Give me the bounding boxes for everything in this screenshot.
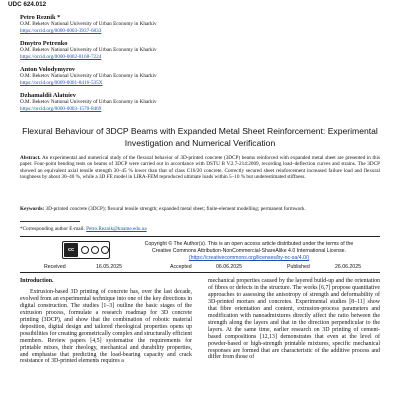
body-paragraph: Extrusion-based 3D printing of concrete has, over the last decade, evolved from an experimental technique into one of the key directions in digital construction. The studies [1–3] outline the basic stages of the extrusion process, formulate a research roadmap for 3D concrete printing (3DCP), and show that the combination of robotic material deposition, digital design and tailored rheological properties opens up possibilities for creating geometrically complex and structurally efficient members. Review papers [4,5] systematise the requirements for printable mixes, their rheology, mechanical and durability properties, and emphasise that predicting the load-bearing capacity and crack resistance of 3D-printed elements requires a	[20, 288, 192, 365]
keywords-label: Keywords:	[20, 206, 45, 212]
author-orcid-link[interactable]: https://orcid.org/0000-0003-3937-6833	[20, 28, 102, 35]
keywords-text: 3D-printed concrete (3DCP); flexural tensile strength; expanded metal sheet; finite-element modelling; permanent formwork.	[45, 206, 306, 212]
footnote-divider	[20, 221, 80, 222]
nc-icon	[91, 246, 99, 254]
published-date: 26.06.2025	[335, 264, 361, 270]
corresponding-author	[20, 226, 147, 232]
author-name: Dmytro Petrenko	[20, 40, 68, 47]
author-block	[20, 40, 320, 62]
author-list	[20, 14, 320, 118]
published-label: Published	[287, 264, 310, 270]
author-name: Dzhamaldii Alatuiev	[20, 92, 76, 99]
author-affiliation: O.M. Beketov National University of Urban Economy in Kharkiv	[20, 73, 157, 80]
corresponding-email-link[interactable]: Petro.Reznik@kname.edu.ua	[86, 226, 147, 232]
license-line-1: Copyright © The Author(s). This is an open access article distributed under the terms of the	[144, 241, 354, 247]
accepted-date: 06.06.2025	[216, 264, 242, 270]
author-block	[20, 92, 320, 114]
received-label: Received	[44, 264, 66, 270]
cc-license-badge	[62, 241, 110, 259]
author-orcid-link[interactable]: https://orcid.org/0000-0003-1570-8469	[20, 106, 102, 113]
author-name: Anton Volodymyrov	[20, 66, 76, 73]
abstract-label: Abstract.	[20, 155, 41, 161]
author-block	[20, 66, 320, 88]
received-date: 16.05.2025	[96, 264, 122, 270]
abstract-text: An experimental and numerical study of the flexural behavior of 3D-printed concrete (3DCP) beams reinforced with expanded metal sheet are presented in this paper. Four-point bending tests on beams of 3DCP were carried out in accordance with DSTU B V.2.7-214:2009, recording load–deflection curves and strains. The 3DCP showed an equivalent axial tensile strength 30–45 % lower than that of class C16/20 concrete. Correctly secured sheet reinforcement increased failure load and flexural toughness by about 30–40 %, while a 3D FE model in LIRA-FEM reproduced ultimate loads within 5–10 % but underestimated stiffness.	[20, 155, 380, 180]
license-top-divider	[20, 236, 380, 237]
abstract	[20, 155, 380, 180]
author-affiliation: O.M. Beketov National University of Urban Economy in Kharkiv	[20, 21, 157, 28]
license-link[interactable]: (https://creativecommons.org/licenses/by-nc-sa/4.0/)	[188, 254, 310, 261]
body-column-left	[20, 278, 192, 365]
corresponding-label: *Corresponding author E-mail:	[20, 226, 85, 232]
author-affiliation: O.M. Beketov National University of Urban Economy in Kharkiv	[20, 99, 157, 106]
sa-icon	[101, 246, 109, 254]
body-paragraph: mechanical properties caused by the layered build-up and the orientation of fibres or defects in the structure. The works [6,7] propose quantitative approaches to assessing the anisotropy of strength and deformability of 3D-printed mortars and concretes. Experimental studies [8–11] show that fibre orientation and content, extrusion-process parameters and modification with nanoadmixtures directly affect the ratio between the strength along the layers and that in the direction perpendicular to the layers. At the same time, earlier research on 3D printing of cement-based compositions [12,13] demonstrates that even at the level of powder-based or high-strength printable mixtures, specific mechanical responses are formed that are characteristic of the additive process and differ from those of	[208, 278, 380, 361]
udc-code: UDC 624.012	[8, 1, 47, 8]
accepted-label: Accepted	[170, 264, 192, 270]
author-orcid-link[interactable]: https://orcid.org/0000-0002-8168-7224	[20, 54, 102, 61]
section-heading: Introduction.	[20, 278, 54, 284]
body-column-right	[208, 278, 380, 361]
cc-icon: cc	[64, 243, 78, 257]
keywords	[20, 206, 380, 212]
author-block	[20, 14, 320, 36]
by-icon	[81, 246, 89, 254]
dates-bottom-divider	[20, 272, 380, 273]
license-text	[118, 241, 380, 261]
author-orcid-link[interactable]: https://orcid.org/0009-0001-8416-535X	[20, 80, 103, 87]
paper-title: Flexural Behaviour of 3DCP Beams with Expanded Metal Sheet Reinforcement: Experimental Investigation and Numerical Verification	[22, 126, 378, 148]
author-name: Petro Reznik *	[20, 14, 61, 21]
author-affiliation: O.M. Beketov National University of Urban Economy in Kharkiv	[20, 47, 157, 54]
license-line-2: Creative Commons Attribution-NonCommercial-ShareAlike 4.0 International License.	[151, 247, 347, 254]
